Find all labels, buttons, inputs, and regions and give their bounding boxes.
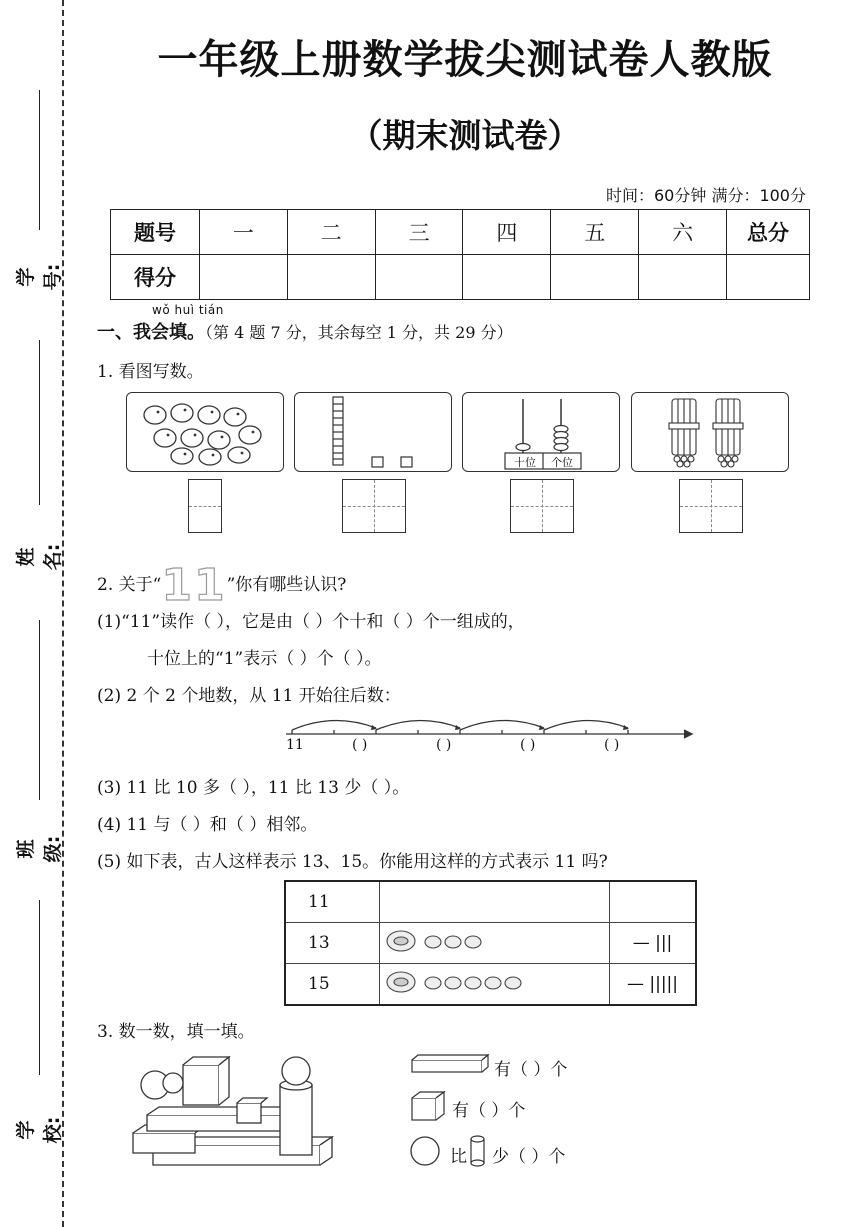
table-row (285, 964, 696, 1006)
score-table (110, 209, 810, 300)
score-input[interactable] (727, 255, 810, 300)
score-cell: 总分 (727, 210, 810, 255)
class-label: 班级: (15, 835, 64, 863)
stick-bundle-icon (632, 393, 788, 471)
score-cell: 五 (551, 210, 639, 255)
numberline-blank[interactable]: ( ) (436, 737, 452, 753)
big-number-11: 11 (161, 560, 227, 611)
q2-part1-line1: (1)“11”读作（ ），它是由（ ）个十和（ ）个一组成的， (97, 612, 525, 632)
q2-part2: (2) 2 个 2 个地数，从 11 开始往后数： (97, 686, 401, 706)
school-label: 学校: (15, 1116, 64, 1144)
answer-box-sticks[interactable] (679, 479, 743, 533)
table-row (285, 923, 696, 964)
table-cell-number: 13 (285, 923, 380, 964)
binding-line (62, 0, 64, 1227)
student-id-label: 学号: (15, 263, 64, 291)
page-subtitle: （期末测试卷） (349, 116, 581, 155)
table-cell-pebbles (380, 923, 610, 964)
numberline-blank[interactable]: ( ) (604, 737, 620, 753)
abacus-picture (462, 392, 620, 472)
numberline-blank[interactable]: ( ) (520, 737, 536, 753)
school-line[interactable] (39, 900, 40, 1075)
sphere-icon (408, 1136, 446, 1166)
blocks-picture (125, 1045, 340, 1170)
score-cell: 六 (639, 210, 727, 255)
cube-stack-icon (295, 393, 451, 471)
abacus-tens-label: 十位 (514, 456, 536, 469)
table-cell-rods: — ||||| (610, 964, 697, 1006)
table-cell-number: 15 (285, 964, 380, 1006)
page-title: 一年级上册数学拔尖测试卷人教版 (157, 37, 773, 83)
q2-part3: (3) 11 比 10 多（ ），11 比 13 少（ ）。 (97, 778, 410, 798)
q2-part1-line2: 十位上的“1”表示（ ）个（ ）。 (147, 649, 382, 669)
abacus-ones-label: 个位 (551, 456, 573, 469)
table-cell-rods: — ||| (610, 923, 697, 964)
ancient-numbers-table (284, 880, 697, 1006)
student-id-line[interactable] (39, 90, 40, 230)
score-header-row (111, 210, 810, 255)
pebbles-13-icon (381, 927, 521, 955)
table-cell-pebbles (380, 964, 610, 1006)
q3-line1: 有（ ）个 (494, 1060, 568, 1080)
name-label: 姓名: (15, 543, 64, 571)
section-title: 一、我会填。 (97, 322, 205, 343)
q1-label: 1. 看图写数。 (97, 362, 204, 382)
chicks-picture (126, 392, 284, 472)
name-line[interactable] (39, 340, 40, 505)
exam-meta: 时间：60分钟 满分：100分 (606, 186, 806, 205)
score-input[interactable] (287, 255, 375, 300)
table-cell-rods[interactable] (610, 881, 697, 923)
chicks-icon (127, 393, 283, 471)
score-cell: 二 (287, 210, 375, 255)
score-cell: 得分 (111, 255, 200, 300)
cube-icon (410, 1090, 448, 1122)
score-cell: 一 (200, 210, 288, 255)
q3-line3-mid: 比 (450, 1147, 467, 1167)
q2-label-pre: 2. 关于“ (97, 575, 162, 595)
q2-label-post: ”你有哪些认识? (226, 575, 347, 595)
cylinder-icon (468, 1134, 488, 1168)
table-cell-number: 11 (285, 881, 380, 923)
numberline-blank[interactable]: ( ) (352, 737, 368, 753)
score-input[interactable] (463, 255, 551, 300)
score-input[interactable] (551, 255, 639, 300)
numberline-start: 11 (286, 737, 304, 753)
sticks-picture (631, 392, 789, 472)
score-value-row (111, 255, 810, 300)
cubes-picture (294, 392, 452, 472)
section-note: （第 4 题 7 分，其余每空 1 分，共 29 分） (205, 323, 513, 342)
q2-part5: (5) 如下表，古人这样表示 13、15。你能用这样的方式表示 11 吗? (97, 852, 608, 872)
pebbles-15-icon (381, 968, 581, 996)
score-input[interactable] (200, 255, 288, 300)
class-line[interactable] (39, 620, 40, 800)
table-cell-pebbles[interactable] (380, 881, 610, 923)
q3-line2: 有（ ）个 (452, 1101, 526, 1121)
number-line (280, 712, 700, 744)
score-cell: 四 (463, 210, 551, 255)
score-input[interactable] (375, 255, 463, 300)
table-row (285, 881, 696, 923)
cuboid-icon (410, 1054, 490, 1074)
score-input[interactable] (639, 255, 727, 300)
score-cell: 题号 (111, 210, 200, 255)
q2-label (97, 560, 346, 611)
answer-box-abacus[interactable] (510, 479, 574, 533)
section-pinyin: wǒ huì tián (152, 303, 224, 317)
answer-box-chicks[interactable] (188, 479, 222, 533)
answer-box-cubes[interactable] (342, 479, 406, 533)
q3-label: 3. 数一数，填一填。 (97, 1022, 255, 1042)
q3-line3-end: 少（ ）个 (492, 1147, 566, 1167)
score-cell: 三 (375, 210, 463, 255)
q2-part4: (4) 11 与（ ）和（ ）相邻。 (97, 815, 318, 835)
section-heading (97, 318, 513, 344)
